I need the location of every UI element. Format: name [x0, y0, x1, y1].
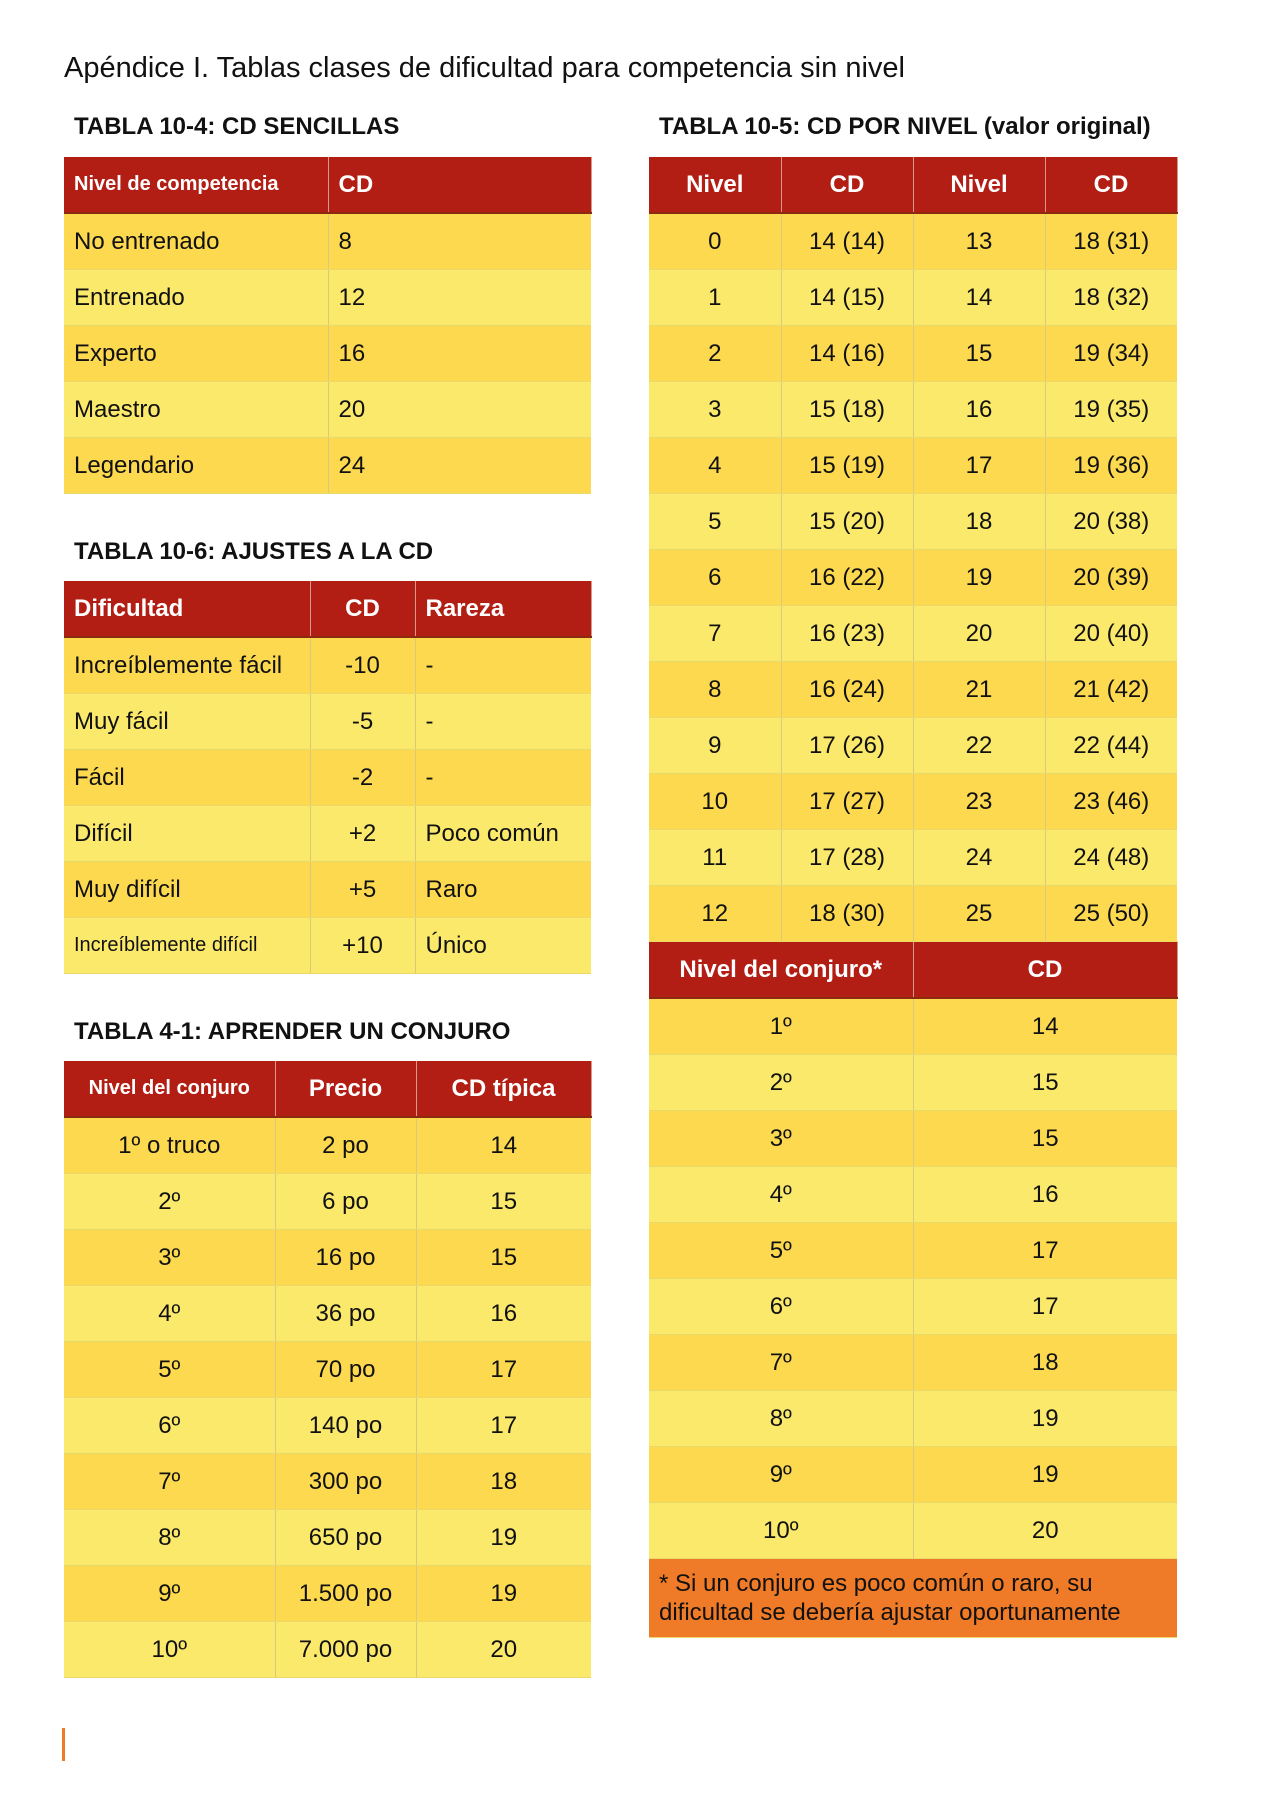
margin-mark [62, 1728, 65, 1761]
header-cell: Nivel [649, 157, 781, 213]
table-row [649, 438, 1177, 494]
cell: - [415, 694, 591, 750]
header-cell: CD [781, 157, 913, 213]
cell: 14 (14) [781, 213, 913, 270]
table-row [64, 1454, 591, 1510]
cell: 9 [649, 718, 781, 774]
cell: 7.000 po [275, 1622, 416, 1678]
table-4-1 [64, 1061, 592, 1678]
cell: 11 [649, 830, 781, 886]
cell: 15 [913, 1055, 1177, 1111]
cell: 18 [416, 1454, 591, 1510]
header-cell: Nivel de competencia [64, 157, 328, 213]
cell: -10 [310, 637, 415, 694]
table-10-5 [649, 157, 1178, 1638]
cell: 20 (38) [1045, 494, 1177, 550]
cell: 17 [416, 1342, 591, 1398]
table-row [649, 1223, 1177, 1279]
cell: 650 po [275, 1510, 416, 1566]
table-row [64, 438, 591, 494]
cell: 6º [649, 1279, 913, 1335]
table-row [649, 382, 1177, 438]
cell: 22 (44) [1045, 718, 1177, 774]
table-row [64, 1342, 591, 1398]
table-row [64, 382, 591, 438]
cell: 17 [913, 1279, 1177, 1335]
cell: 8º [64, 1510, 275, 1566]
header-cell: CD [328, 157, 591, 213]
cell: 2º [649, 1055, 913, 1111]
cell: 16 [416, 1286, 591, 1342]
cell: Difícil [64, 806, 310, 862]
table-row [64, 637, 591, 694]
cell: 24 (48) [1045, 830, 1177, 886]
table-row [649, 270, 1177, 326]
cell: 23 [913, 774, 1045, 830]
cell: 9º [64, 1566, 275, 1622]
cell: 14 [913, 998, 1177, 1055]
cell: 4 [649, 438, 781, 494]
cell: 6º [64, 1398, 275, 1454]
header-cell: Nivel [913, 157, 1045, 213]
cell: 15 [913, 1111, 1177, 1167]
table-row [649, 774, 1177, 830]
cell: 20 (40) [1045, 606, 1177, 662]
cell: 5 [649, 494, 781, 550]
cell: Raro [415, 862, 591, 918]
header-cell: Nivel del conjuro* [649, 942, 913, 999]
cell: Legendario [64, 438, 328, 494]
table-row [64, 1286, 591, 1342]
cell: 3º [649, 1111, 913, 1167]
table-header-row [64, 581, 591, 637]
cell: 15 (20) [781, 494, 913, 550]
table-row [649, 886, 1177, 942]
table-row [64, 1398, 591, 1454]
cell: 16 [913, 1167, 1177, 1223]
table-row [64, 270, 591, 326]
cell: 14 (16) [781, 326, 913, 382]
table-row [649, 1111, 1177, 1167]
table-header-row [64, 157, 591, 213]
cell: 14 [913, 270, 1045, 326]
cell: 16 [328, 326, 591, 382]
cell: 17 [913, 438, 1045, 494]
cell: 9º [649, 1447, 913, 1503]
table-row [649, 213, 1177, 270]
cell: 19 (35) [1045, 382, 1177, 438]
cell: 15 [416, 1174, 591, 1230]
cell: 19 (36) [1045, 438, 1177, 494]
page-title: Apéndice I. Tablas clases de dificultad para competencia sin nivel [64, 52, 905, 84]
cell: 19 [416, 1510, 591, 1566]
header-cell: CD [1045, 157, 1177, 213]
cell: 1 [649, 270, 781, 326]
cell: 20 (39) [1045, 550, 1177, 606]
cell: 16 (23) [781, 606, 913, 662]
cell: -5 [310, 694, 415, 750]
table-row [64, 1174, 591, 1230]
cell: 16 po [275, 1230, 416, 1286]
table-row [64, 694, 591, 750]
header-cell: CD [913, 942, 1177, 999]
cell: 17 [913, 1223, 1177, 1279]
table-row [649, 1335, 1177, 1391]
cell: 14 [416, 1117, 591, 1174]
cell: +10 [310, 918, 415, 974]
cell: 23 (46) [1045, 774, 1177, 830]
header-cell: Nivel del conjuro [64, 1061, 275, 1117]
cell: 24 [328, 438, 591, 494]
cell: 6 [649, 550, 781, 606]
table-row [649, 662, 1177, 718]
cell: 1º [649, 998, 913, 1055]
cell: 10 [649, 774, 781, 830]
cell: 7 [649, 606, 781, 662]
cell: Maestro [64, 382, 328, 438]
cell: - [415, 637, 591, 694]
cell: 1.500 po [275, 1566, 416, 1622]
cell: 2º [64, 1174, 275, 1230]
cell: 2 [649, 326, 781, 382]
cell: 25 (50) [1045, 886, 1177, 942]
table-row [64, 326, 591, 382]
cell: 140 po [275, 1398, 416, 1454]
cell: Experto [64, 326, 328, 382]
table-row [64, 750, 591, 806]
header-cell: Rareza [415, 581, 591, 637]
cell: 3º [64, 1230, 275, 1286]
cell: Muy difícil [64, 862, 310, 918]
table-row [649, 550, 1177, 606]
cell: Increíblemente difícil [64, 918, 310, 974]
table-row [64, 862, 591, 918]
table-row [649, 1447, 1177, 1503]
cell: 14 (15) [781, 270, 913, 326]
cell: Único [415, 918, 591, 974]
cell: +5 [310, 862, 415, 918]
table-row [649, 606, 1177, 662]
cell: 3 [649, 382, 781, 438]
cell: 1º o truco [64, 1117, 275, 1174]
cell: 17 (27) [781, 774, 913, 830]
cell: - [415, 750, 591, 806]
cell: 36 po [275, 1286, 416, 1342]
cell: 15 (19) [781, 438, 913, 494]
table-row [649, 830, 1177, 886]
cell: 20 [328, 382, 591, 438]
cell: 19 [913, 550, 1045, 606]
cell: 5º [64, 1342, 275, 1398]
cell: Muy fácil [64, 694, 310, 750]
table-header-row [64, 1061, 591, 1117]
cell: 5º [649, 1223, 913, 1279]
table-header-row [649, 157, 1177, 213]
table-row [64, 1566, 591, 1622]
cell: 19 [416, 1566, 591, 1622]
table-row [649, 1503, 1177, 1559]
cell: -2 [310, 750, 415, 806]
cell: 24 [913, 830, 1045, 886]
cell: 8º [649, 1391, 913, 1447]
cell: 17 (26) [781, 718, 913, 774]
cell: Entrenado [64, 270, 328, 326]
header-cell: CD típica [416, 1061, 591, 1117]
header-cell: CD [310, 581, 415, 637]
table-row [649, 326, 1177, 382]
table-10-4 [64, 157, 592, 494]
spell-header-row [649, 942, 1177, 999]
cell: 300 po [275, 1454, 416, 1510]
cell: 21 [913, 662, 1045, 718]
cell: Poco común [415, 806, 591, 862]
cell: Increíblemente fácil [64, 637, 310, 694]
cell: 7º [64, 1454, 275, 1510]
table-row [649, 494, 1177, 550]
cell: 10º [649, 1503, 913, 1559]
cell: 7º [649, 1335, 913, 1391]
table-row [64, 1510, 591, 1566]
cell: 12 [649, 886, 781, 942]
cell: 20 [416, 1622, 591, 1678]
cell: 19 [913, 1447, 1177, 1503]
table-row [64, 1117, 591, 1174]
table-10-6 [64, 581, 592, 974]
cell: 19 [913, 1391, 1177, 1447]
cell: 12 [328, 270, 591, 326]
cell: 16 (24) [781, 662, 913, 718]
cell: 15 [913, 326, 1045, 382]
table-row [64, 918, 591, 974]
table-row [64, 1622, 591, 1678]
cell: 10º [64, 1622, 275, 1678]
cell: 21 (42) [1045, 662, 1177, 718]
header-cell: Dificultad [64, 581, 310, 637]
table-10-4-title: TABLA 10-4: CD SENCILLAS [74, 113, 400, 140]
cell: 8 [328, 213, 591, 270]
cell: No entrenado [64, 213, 328, 270]
cell: 4º [64, 1286, 275, 1342]
cell: 4º [649, 1167, 913, 1223]
cell: 18 [913, 494, 1045, 550]
cell: 15 (18) [781, 382, 913, 438]
table-row [64, 213, 591, 270]
cell: 17 (28) [781, 830, 913, 886]
cell: 17 [416, 1398, 591, 1454]
cell: 20 [913, 1503, 1177, 1559]
table-row [649, 998, 1177, 1055]
cell: 16 [913, 382, 1045, 438]
table-row [649, 1279, 1177, 1335]
cell: 18 (32) [1045, 270, 1177, 326]
cell: 13 [913, 213, 1045, 270]
cell: 22 [913, 718, 1045, 774]
cell: 18 (31) [1045, 213, 1177, 270]
cell: 18 [913, 1335, 1177, 1391]
cell: 16 (22) [781, 550, 913, 606]
header-cell: Precio [275, 1061, 416, 1117]
table-row [649, 1055, 1177, 1111]
table-row [64, 806, 591, 862]
cell: 20 [913, 606, 1045, 662]
cell: 19 (34) [1045, 326, 1177, 382]
cell: 8 [649, 662, 781, 718]
table-row [64, 1230, 591, 1286]
cell: +2 [310, 806, 415, 862]
cell: 6 po [275, 1174, 416, 1230]
cell: 2 po [275, 1117, 416, 1174]
footnote-row [649, 1559, 1177, 1638]
cell: 25 [913, 886, 1045, 942]
cell: 70 po [275, 1342, 416, 1398]
cell: 0 [649, 213, 781, 270]
footnote: * Si un conjuro es poco común o raro, su dificultad se debería ajustar oportunamente [649, 1559, 1177, 1638]
table-row [649, 1167, 1177, 1223]
table-4-1-title: TABLA 4-1: APRENDER UN CONJURO [74, 1018, 511, 1045]
table-10-6-title: TABLA 10-6: AJUSTES A LA CD [74, 538, 434, 565]
table-10-5-title: TABLA 10-5: CD POR NIVEL (valor original) [659, 113, 1151, 140]
cell: 18 (30) [781, 886, 913, 942]
cell: Fácil [64, 750, 310, 806]
table-row [649, 718, 1177, 774]
cell: 15 [416, 1230, 591, 1286]
table-row [649, 1391, 1177, 1447]
